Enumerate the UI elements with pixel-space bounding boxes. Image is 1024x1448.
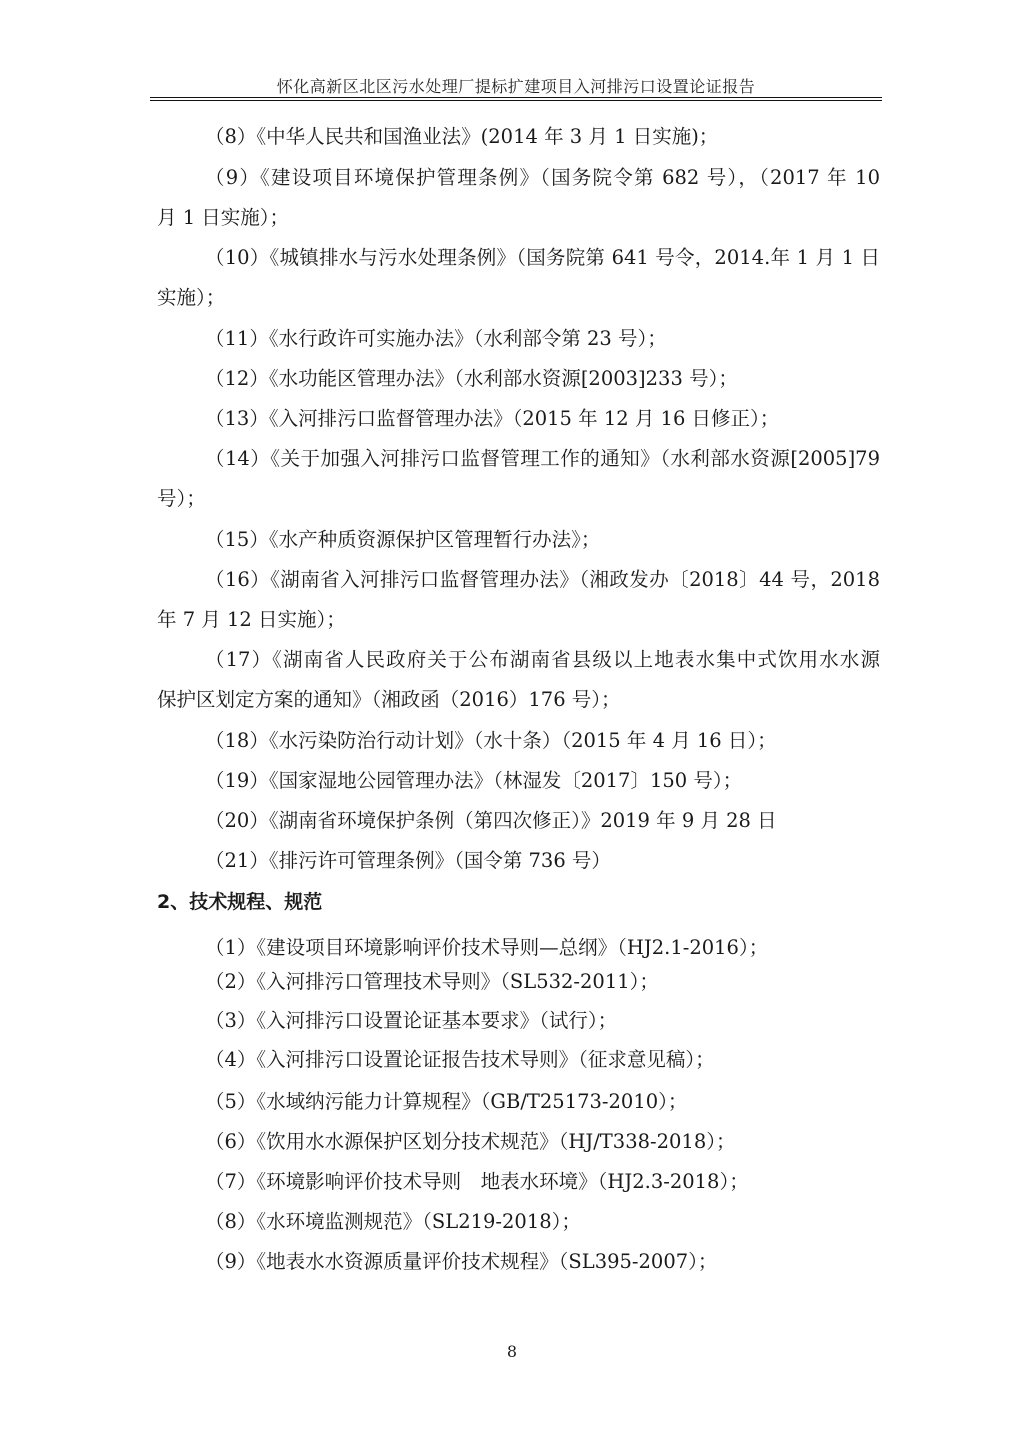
header-rule: [150, 97, 882, 98]
std-item-7: （7）《环境影响评价技术导则 地表水环境》（HJ2.3-2018）；: [205, 1170, 749, 1193]
reg-item-20: （20）《湖南省环境保护条例（第四次修正）》2019 年 9 月 28 日: [205, 809, 777, 832]
reg-item-11: （11）《水行政许可实施办法》（水利部令第 23 号）；: [205, 327, 667, 350]
reg-item-14: （14）《关于加强入河排污口监督管理工作的通知》（水利部水资源[2005]79: [205, 447, 880, 470]
std-item-5: （5）《水域纳污能力计算规程》（GB/T25173-2010）；: [205, 1090, 688, 1113]
reg-item-15: （15）《水产种质资源保护区管理暂行办法》；: [205, 528, 601, 551]
std-item-4: （4）《入河排污口设置论证报告技术导则》（征求意见稿）；: [205, 1048, 715, 1071]
reg-item-13: （13）《入河排污口监督管理办法》（2015 年 12 月 16 日修正）；: [205, 407, 780, 430]
reg-item-16: （16）《湖南省入河排污口监督管理办法》（湘政发办〔2018〕44 号，2018: [205, 568, 880, 591]
std-item-1: （1）《建设项目环境影响评价技术导则—总纲》（HJ2.1-2016）；: [205, 936, 769, 959]
reg-item-12: （12）《水功能区管理办法》（水利部水资源[2003]233 号）；: [205, 367, 738, 390]
reg-item-8: （8）《中华人民共和国渔业法》(2014 年 3 月 1 日实施)；: [205, 125, 719, 148]
reg-item-17: （17）《湖南省人民政府关于公布湖南省县级以上地表水集中式饮用水水源: [205, 648, 880, 671]
section-heading: 2、技术规程、规范: [157, 891, 323, 913]
reg-item-17-cont: 保护区划定方案的通知》（湘政函（2016）176 号）；: [157, 688, 621, 711]
std-item-6: （6）《饮用水水源保护区划分技术规范》（HJ/T338-2018）；: [205, 1130, 736, 1153]
reg-item-14-cont: 号）；: [157, 487, 206, 510]
reg-item-16-cont: 年 7 月 12 日实施）；: [157, 608, 346, 631]
page-header: 怀化高新区北区污水处理厂提标扩建项目入河排污口设置论证报告: [276, 77, 756, 96]
reg-item-19: （19）《国家湿地公园管理办法》（林湿发〔2017〕150 号）；: [205, 769, 743, 792]
header-rule-double: [150, 100, 882, 101]
page-number: 8: [506, 1342, 518, 1361]
std-item-8: （8）《水环境监测规范》（SL219-2018）；: [205, 1210, 581, 1233]
std-item-3: （3）《入河排污口设置论证基本要求》（试行）；: [205, 1009, 618, 1032]
reg-item-9-cont: 月 1 日实施）；: [157, 206, 290, 229]
reg-item-18: （18）《水污染防治行动计划》（水十条）（2015 年 4 月 16 日）；: [205, 729, 777, 752]
std-item-9: （9）《地表水水资源质量评价技术规程》（SL395-2007）；: [205, 1250, 718, 1273]
std-item-2: （2）《入河排污口管理技术导则》（SL532-2011）；: [205, 970, 659, 993]
reg-item-21: （21）《排污许可管理条例》（国令第 736 号）: [205, 849, 611, 872]
reg-item-10-cont: 实施）；: [157, 286, 226, 309]
reg-item-10: （10）《城镇排水与污水处理条例》（国务院第 641 号令，2014.年 1 月 1 日: [205, 246, 880, 269]
reg-item-9: （9）《建设项目环境保护管理条例》（国务院令第 682 号），（2017 年 10: [205, 166, 880, 189]
